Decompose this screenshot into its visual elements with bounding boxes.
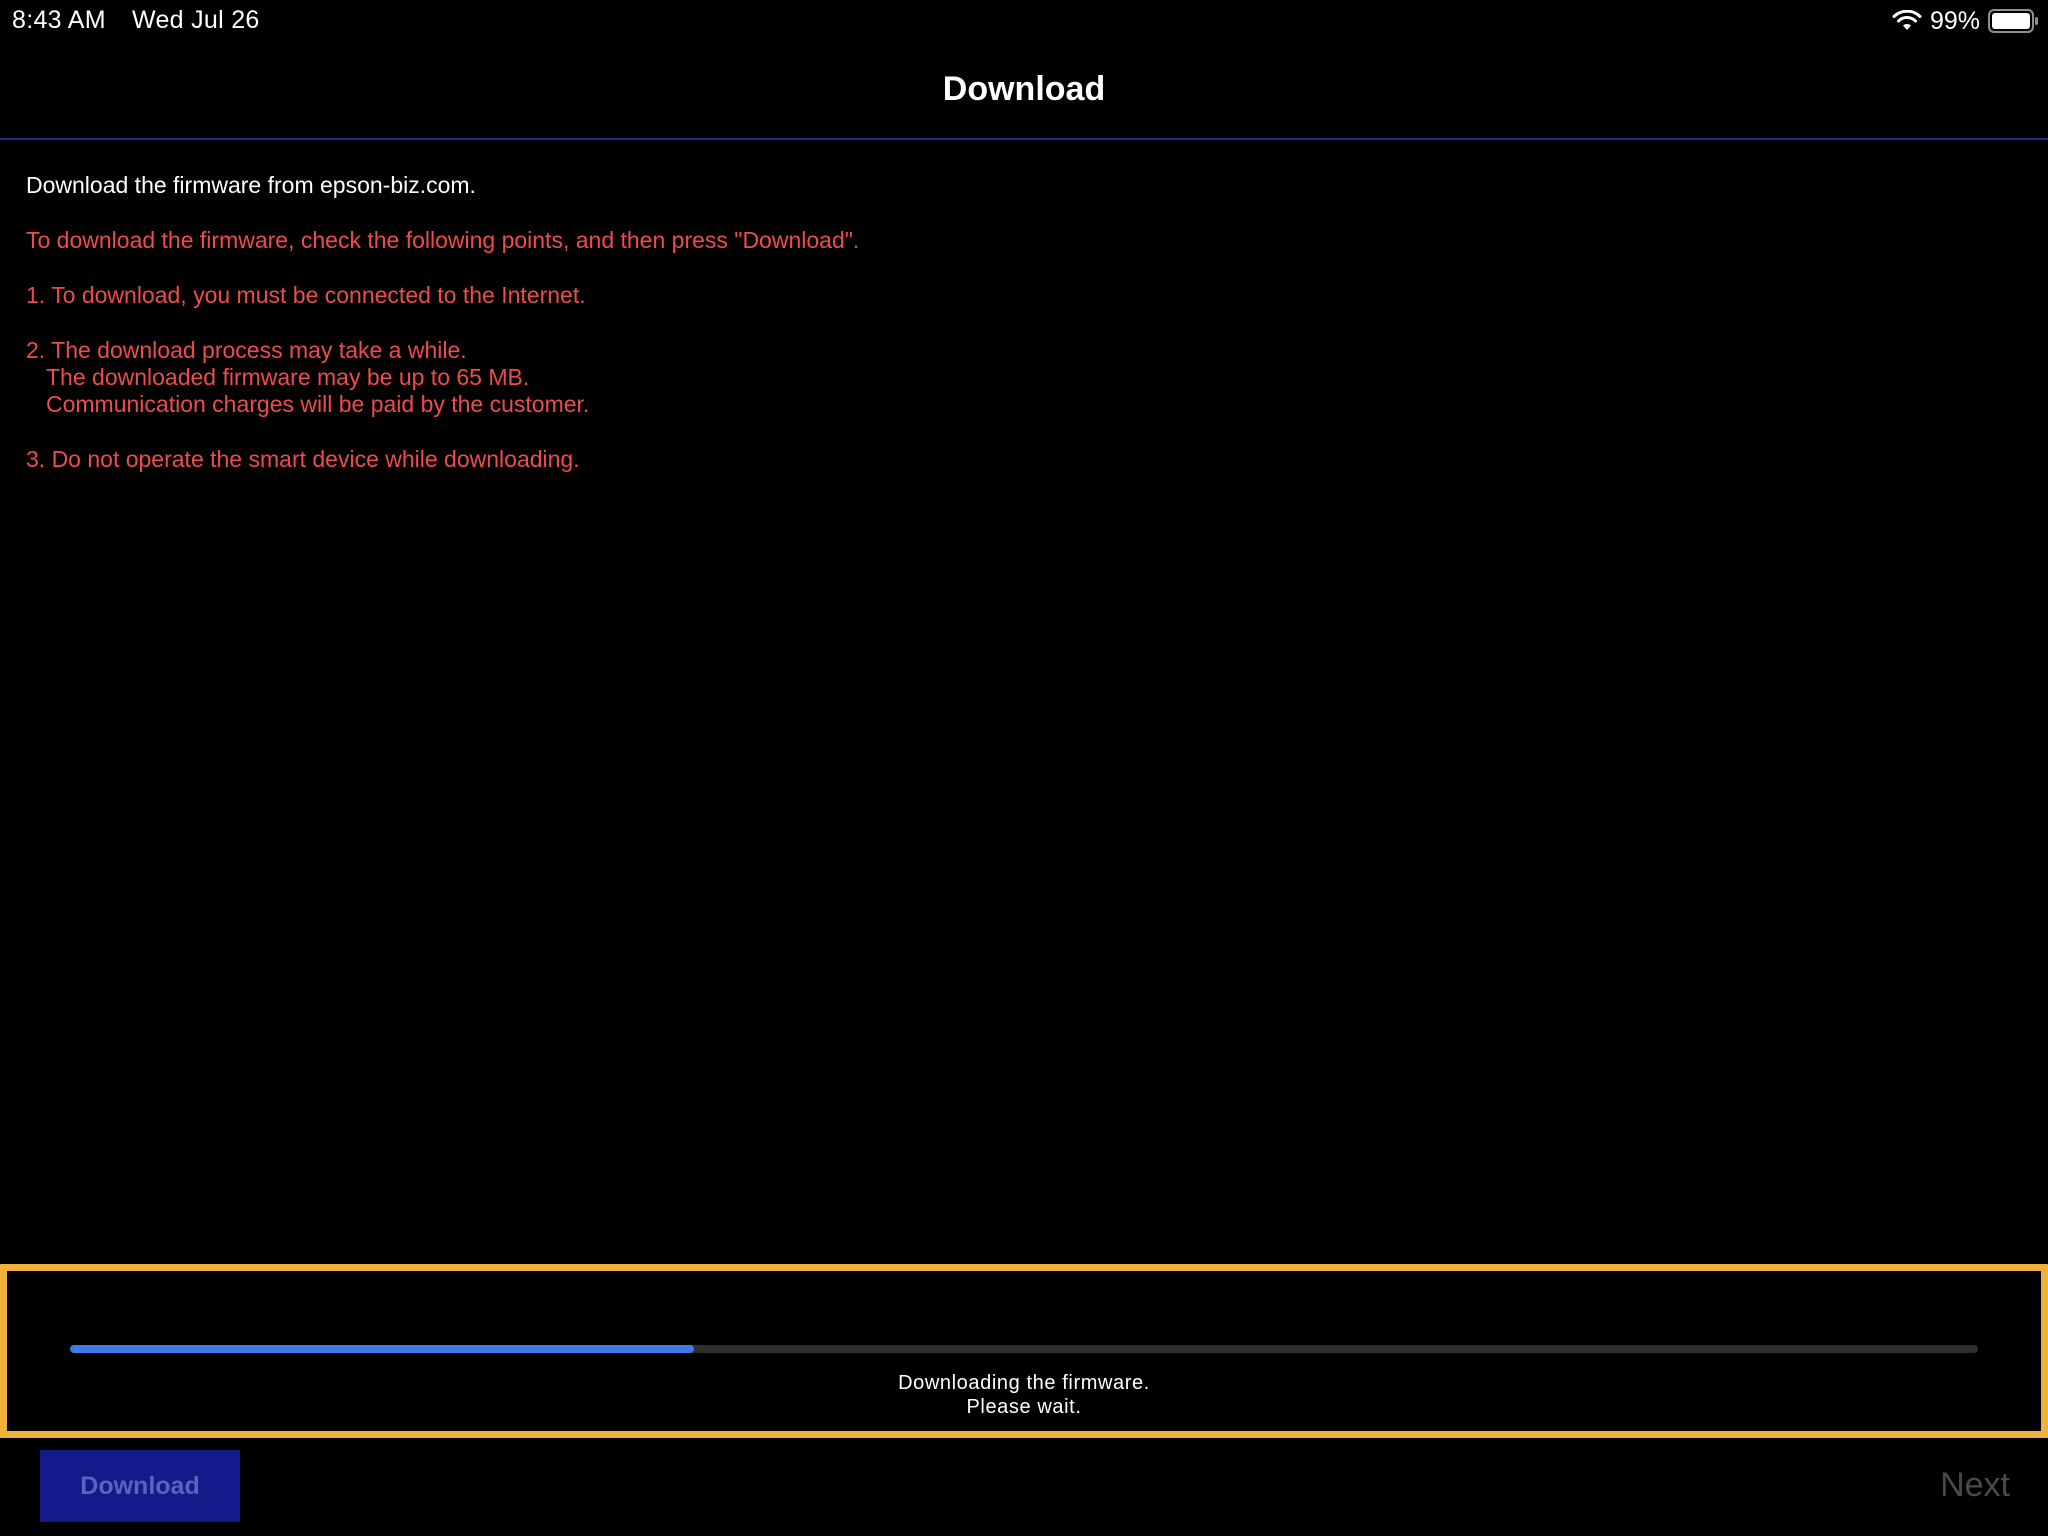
progress-message-line-2: Please wait. xyxy=(966,1396,1082,1418)
intro-text: Download the firmware from epson-biz.com. xyxy=(26,172,476,198)
point-2 xyxy=(26,337,2016,418)
status-time: 8:43 AM xyxy=(12,6,106,34)
status-date: Wed Jul 26 xyxy=(132,6,260,34)
point-2-line-1: 2. The download process may take a while. xyxy=(26,337,467,363)
navigation-bar xyxy=(0,40,2048,140)
download-progress-panel xyxy=(0,1264,2048,1438)
progress-message-line-1: Downloading the firmware. xyxy=(898,1372,1150,1394)
status-bar xyxy=(0,0,2048,40)
point-2-line-2: The downloaded firmware may be up to 65 MB. xyxy=(46,364,530,390)
download-button[interactable]: Download xyxy=(40,1450,240,1522)
point-2-line-3: Communication charges will be paid by the customer. xyxy=(46,391,590,417)
wifi-icon xyxy=(1892,10,1922,32)
instruction-text: To download the firmware, check the following points, and then press "Download". xyxy=(26,227,860,253)
point-3: 3. Do not operate the smart device while downloading. xyxy=(26,446,580,472)
battery-percent: 99% xyxy=(1929,6,1980,35)
progress-message xyxy=(7,1371,2041,1419)
battery-icon xyxy=(1988,9,2038,33)
instructions xyxy=(26,172,2016,501)
point-1: 1. To download, you must be connected to the Internet. xyxy=(26,282,586,308)
status-indicators xyxy=(1892,6,2038,36)
progress-bar xyxy=(70,1345,1978,1353)
page-title: Download xyxy=(942,70,1106,108)
progress-bar-fill xyxy=(70,1345,694,1353)
next-button[interactable]: Next xyxy=(1940,1466,2010,1504)
